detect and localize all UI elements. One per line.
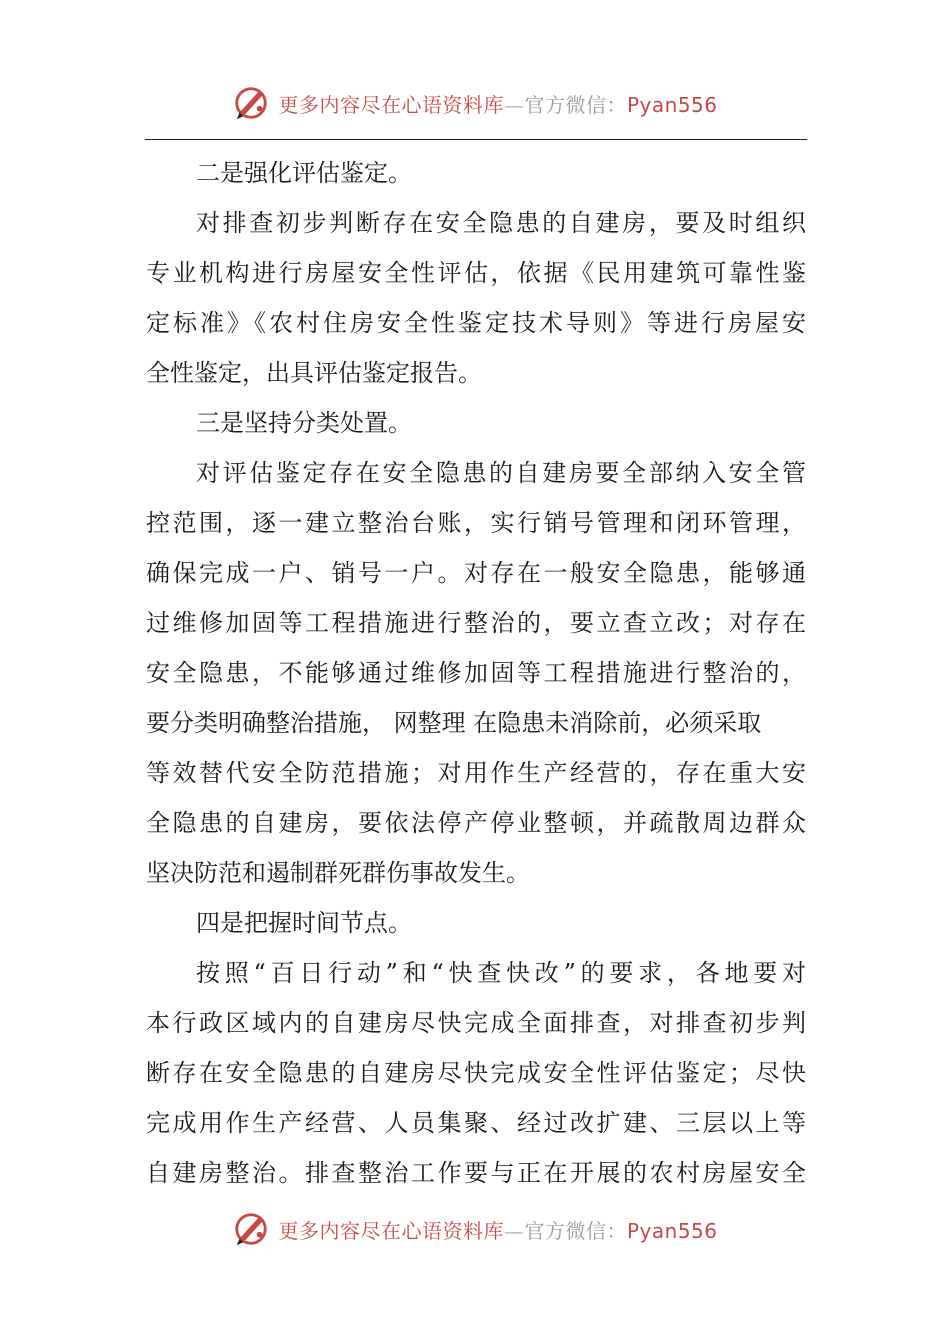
section-heading-3: 三是坚持分类处置。	[196, 409, 412, 437]
section-heading-2: 二是强化评估鉴定。	[196, 159, 412, 187]
header-watermark	[0, 84, 950, 122]
paragraph-line: 定标准》《农村住房安全性鉴定技术导则》等进行房屋安	[146, 309, 806, 337]
paragraph-line: 过维修加固等工程措施进行整治的，要立查立改；对存在	[146, 609, 806, 637]
document-body	[146, 148, 806, 1198]
brand-wechat-id: Pyan556	[626, 1218, 718, 1243]
brand-official-label: 官方微信：	[524, 92, 627, 117]
brand-slogan	[278, 1215, 717, 1244]
paragraph-line: 坚决防范和遏制群死群伤事故发生。	[146, 859, 530, 887]
paragraph-line: 全性鉴定，出具评估鉴定报告。	[146, 359, 482, 387]
paragraph-line: 按照“百日行动”和“快查快改”的要求，各地要对	[196, 959, 806, 987]
brand-slogan	[278, 89, 717, 118]
paragraph-line: 控范围，逐一建立整治台账，实行销号管理和闭环管理，	[146, 509, 806, 537]
paragraph-line: 本行政区域内的自建房尽快完成全面排查，对排查初步判	[146, 1009, 806, 1037]
paragraph-line: 断存在安全隐患的自建房尽快完成安全性评估鉴定；尽快	[146, 1059, 806, 1087]
paragraph-line: 对评估鉴定存在安全隐患的自建房要全部纳入安全管	[196, 459, 806, 487]
paragraph-line: 安全隐患，不能够通过维修加固等工程措施进行整治的，	[146, 659, 806, 687]
brand-wechat-id: Pyan556	[626, 92, 718, 117]
brand-prefix: 更多内容尽在心语资料库	[278, 92, 504, 117]
paragraph-line: 全隐患的自建房，要依法停产停业整顿，并疏散周边群众	[146, 809, 806, 837]
brand-official-label: 官方微信：	[524, 1218, 627, 1243]
brand-logo-icon	[232, 1210, 270, 1248]
brand-prefix: 更多内容尽在心语资料库	[278, 1218, 504, 1243]
paragraph-line: 等效替代安全防范措施；对用作生产经营的，存在重大安	[146, 759, 806, 787]
header-divider	[145, 139, 807, 140]
footer-watermark	[0, 1210, 950, 1248]
paragraph-line: 要分类明确整治措施， 网整理 在隐患未消除前，必须采取	[146, 709, 762, 737]
paragraph-line: 专业机构进行房屋安全性评估，依据《民用建筑可靠性鉴	[146, 259, 806, 287]
paragraph-line: 对排查初步判断存在安全隐患的自建房，要及时组织	[196, 209, 806, 237]
section-heading-4: 四是把握时间节点。	[196, 909, 412, 937]
brand-dash: —	[503, 92, 525, 117]
brand-dash: —	[503, 1218, 525, 1243]
paragraph-line: 确保完成一户、销号一户。对存在一般安全隐患，能够通	[146, 559, 806, 587]
paragraph-line: 自建房整治。排查整治工作要与正在开展的农村房屋安全	[146, 1159, 806, 1187]
paragraph-line: 完成用作生产经营、人员集聚、经过改扩建、三层以上等	[146, 1109, 806, 1137]
brand-logo-icon	[232, 84, 270, 122]
